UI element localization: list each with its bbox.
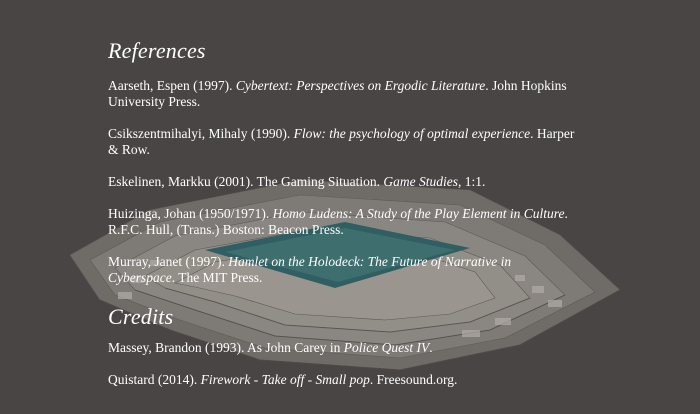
reference-rest: . John Hopkins University Press. [108, 78, 567, 109]
credits-list [108, 340, 578, 388]
reference-item [108, 78, 578, 110]
reference-author: Aarseth, Espen (1997). [108, 78, 236, 93]
reference-title: Homo Ludens: A Study of the Play Element in Culture [272, 206, 565, 221]
reference-rest: . The MIT Press. [171, 270, 263, 285]
reference-author: Eskelinen, Markku (2001). The Gaming Situation. [108, 174, 384, 189]
reference-title: Flow: the psychology of optimal experience [293, 126, 531, 141]
reference-item [108, 254, 578, 286]
reference-author: Huizinga, Johan (1950/1971). [108, 206, 273, 221]
reference-rest: , 1:1. [457, 174, 486, 189]
references-list [108, 78, 578, 286]
credits-heading: Credits [108, 304, 174, 329]
reference-item [108, 174, 578, 190]
reference-title: Hamlet on the Holodeck: The Future of Narrative in Cyberspace [108, 254, 512, 285]
credit-author: Quistard (2014). [108, 372, 201, 387]
credit-rest: . Freesound.org. [369, 372, 458, 387]
credit-item [108, 340, 578, 356]
reference-title: Game Studies [383, 174, 458, 189]
credit-item [108, 372, 578, 388]
reference-item [108, 206, 578, 238]
credit-title: Firework - Take off - Small pop [200, 372, 370, 387]
credit-rest: . [429, 340, 433, 355]
reference-author: Murray, Janet (1997). [108, 254, 229, 269]
reference-rest: . Harper & Row. [108, 126, 575, 157]
credit-title: Police Quest IV [343, 340, 430, 355]
credit-author: Massey, Brandon (1993). As John Carey in [108, 340, 344, 355]
reference-item [108, 126, 578, 158]
reference-rest: . R.F.C. Hull, (Trans.) Boston: Beacon Press. [108, 206, 568, 237]
references-heading: References [108, 38, 206, 63]
content [108, 38, 578, 404]
reference-author: Csikszentmihalyi, Mihaly (1990). [108, 126, 294, 141]
reference-title: Cybertext: Perspectives on Ergodic Literature [235, 78, 486, 93]
